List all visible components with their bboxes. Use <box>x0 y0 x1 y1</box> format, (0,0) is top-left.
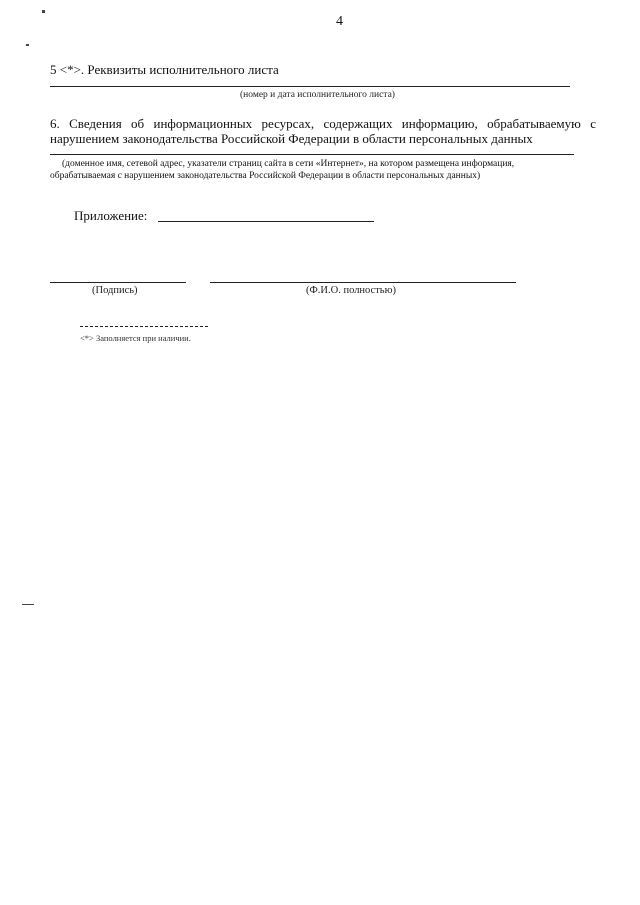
attachment-fill-line <box>158 221 374 222</box>
signature-caption: (Подпись) <box>92 285 138 296</box>
section-6-caption-line-2: обрабатываемая с нарушением законодательства Российской Федерации в области персональных данных) <box>50 171 481 181</box>
scan-mark <box>22 604 34 605</box>
section-6-text <box>50 116 596 146</box>
section-6-caption <box>50 158 590 182</box>
section-6-caption-line-1: (доменное имя, сетевой адрес, указатели страниц сайта в сети «Интернет», на котором размещена информация, <box>62 159 515 169</box>
footnote-text: <*> Заполняется при наличии. <box>80 333 191 343</box>
full-name-line <box>210 282 516 283</box>
signature-line <box>50 282 186 283</box>
scan-mark <box>42 10 45 13</box>
section-6-line-2: нарушением законодательства Российской Федерации в области персональных данных <box>50 131 533 146</box>
page-number: 4 <box>336 14 343 29</box>
footnote-separator <box>80 326 208 327</box>
section-6-line-1: 6. Сведения об информационных ресурсах, содержащих информацию, обрабатываемую с <box>50 116 596 131</box>
scan-mark <box>26 44 29 46</box>
section-5-heading: 5 <*>. Реквизиты исполнительного листа <box>50 62 279 77</box>
section-5-fill-line <box>50 86 570 87</box>
full-name-caption: (Ф.И.О. полностью) <box>306 285 396 296</box>
section-5-caption: (номер и дата исполнительного листа) <box>240 90 395 100</box>
section-6-fill-line <box>50 154 574 155</box>
attachment-label: Приложение: <box>74 208 148 223</box>
